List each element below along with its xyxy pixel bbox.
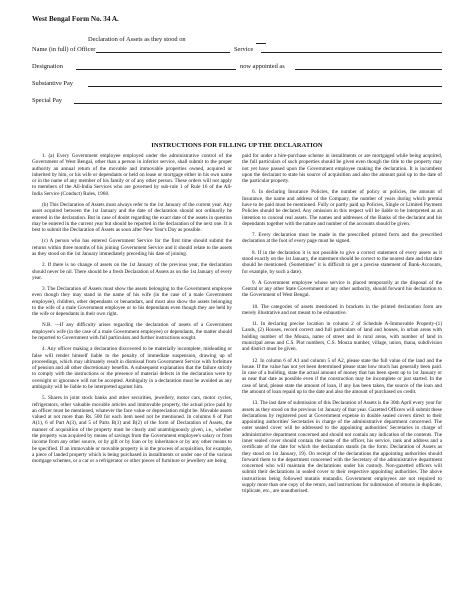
instruction-5-continued: paid for under a hire-purchase scheme in installments or are mortgaged while being acquired, the full particulars of such properties should be given even though the title to the property may not yet have passed upon the Government employee making the declaration. It is incumbent upon the declarant to state his source of acquisition and also the amount paid up to the date of the particular property. (242, 153, 442, 185)
instruction-13: 13. The last date of submission of this Declaration of Assets is the 30th April every year for assets as they stood on the previous 1st January of that year. Gazetted Officers will submit these declarations by registered post at Government expense in double sealed covers direct to their appointing authorities' Secretaries in charge of the administrative department concerned. The outer sealed cover will be addressed to the appointing authorities' Secretaries in charge of administrative department concerned and should not contain any indication of the contents. The inner sealed cover should contain the name of the officer, his service, rank and address and a certificate of the date for which the declaration stands (in the form: Declaration of Assets as they stood on 1st January, 19). On receipt of the declarations the appointing authorities should forward them to the department concerned with the Secretary of the administrative department concerned who will maintain the declarations under his custody. Non-gazetted officers will submit their declarations in sealed cover to their respective appointing authorities. The above instructions being followed mutatis mutandis. Government employees are not required to supply more than one copy of the return, and instructions for submission of returns in duplicate, triplicate, etc., are unauthorised. (242, 400, 442, 495)
instructions-left-column (32, 153, 232, 469)
name-service-row (32, 44, 442, 54)
instruction-1b: (b) This Declaration of Assets must always refer to the 1st January of the current year. Any asset acquired between the 1st January and the date of declaration should not ordinarily be entered in the declaration. But in case of doubt regarding the exact date of the assets in question may be entered in the current year but should be reported in the declaration of the next one. It is best to submit the Declaration of Assets as soon after New Year's Day as possible. (32, 201, 232, 234)
special-pay-label: Special Pay (32, 97, 62, 104)
instruction-11: 11. In declaring precise location in column 2 of Schedule A-Immovable Property-(1) Lands, (2) Houses, record correct and full particulars of land and houses, in urban areas with holding number of the Mouza, name of street and in rural areas, with number of land in municipal areas and C.S. Plot numbers, C.S. Mouza number, village, union, thana, subdivision and district must be given. (242, 321, 442, 353)
form-title: West Bengal Form No. 34 A. (32, 15, 119, 23)
substantive-pay-row (32, 78, 442, 88)
instructions-right-column (242, 153, 442, 500)
instruction-5: 5. Shares in joint stock banks and other securities, jewellery, motor cars, motor cycles, refrigerators, other valuable movable articles and immovable property, the actual price paid by an officer must be mentioned, whatever the face value or depreciation might be. Movable assets valued at not more than Rs. 500 for each item need not be mentioned. In columns 6 of Part A(1), 6 of Part A(3), and 5 of Parts B(1) and B(2) of the form of Declaration of Assets, the manner of acquisition of the property must be clearly and unambiguously given, i.e., whether the property was acquired by means of savings from the Government employee's salary or from income from any other source, or by gift or by loan or by inheritance or by any other means to be specified. If an immovable or movable property is in the process of acquisition, for example, a piece of landed property which is being purchased in installments or under one of the various mortgage schemes, or a car or a refrigerator or other pieces of furniture or jewellery are being (32, 395, 232, 465)
instruction-7: 7. Every declaration must be made in the prescribed printed form and the prescribed declaration at the foot of every page must be signed. (242, 232, 442, 245)
instruction-8: 8. If in the declaration it is not possible to give a correct statement of every assets as it stood exactly on the 1st January, the statement should be correct to the nearest date and that date should be mentioned. (Sometimes" it is difficult to get a precise statement of Bank-Accounts, for example, by such a date). (242, 249, 442, 275)
name-field-rule[interactable] (90, 52, 230, 53)
declaration-line: Declaration of Assets as they stood on (88, 36, 186, 43)
instruction-9: 9. A Government employee whose service is placed temporarily at the disposal of the Central or any other State Government or any other authority, should forward his declaration to the Government of West Bengal. (242, 279, 442, 299)
designation-row (32, 61, 442, 71)
appointed-field-rule[interactable] (295, 69, 442, 70)
instructions-title: INSTRUCTIONS FOR FILLING UP THE DECLARATION (151, 142, 323, 149)
instruction-1a: 1. (a) Every Government employee employed under the administrative control of the Government of West Bengal, other than a person in inferior service, shall submit to the proper authority an annual return of the movable and immovable properties owned, acquired or inherited by him, or his wife or dependants or held on lease or mortgage either in his own name or in the name of any member of his family or of any other person. These orders will not apply to members of the All-India Services who are governed by sub-rule 1 of Rule 16 of the All-India Service (Conduct) Rules, 1968. (32, 153, 232, 197)
designation-label: Designation (32, 63, 63, 70)
substantive-pay-field-rule[interactable] (88, 86, 442, 87)
designation-field-rule[interactable] (76, 69, 236, 70)
appointed-label: now appointed as (240, 63, 285, 70)
special-pay-field-rule[interactable] (74, 103, 442, 104)
service-label: Service (234, 46, 254, 53)
instruction-2: 2. If there is no change of assets on the 1st January of the previous year, the declaration should never be nil. There should be a fresh Declaration of Assets as on the 1st January of every year. (32, 262, 232, 281)
instruction-12: 12. In column 6 of A1 and column 5 of A2, please state the full value of the land and the house. If the value has not yet been determined please state how much has generally been paid. In case of a building, state the actual amount of money that has been spent up to 1st January or as near that date as possible even if the construction may be incomplete or just started. In the case of land, please state the amount of loan, if any has been taken, the source of the loan and the amount of loan repaid up to the date and also the amount of purchased on credit. (242, 357, 442, 395)
instruction-nb: N.B. —If any difficulty arises regarding the declaration of assets of a Government employee's wife (in the case of a male Government employee) or dependants, the matter should be reported to Government with full particulars and further instructions sought. (32, 322, 232, 342)
name-label: Name (in full) of Officer (32, 46, 96, 53)
special-pay-row (32, 95, 442, 105)
instruction-10: 10. The categories of assets mentioned in brackets in the printed declaration form are merely illustrative and not meant to be exhaustive. (242, 303, 442, 316)
service-field-rule[interactable] (261, 52, 442, 53)
instruction-1c: (c) A person who has entered Government Service for the first time should submit the returns within three months of his joining Government Service and it should relate to the assets as they stood on the 1st January immediately preceding his date of joining. (32, 238, 232, 257)
instruction-6: 6. In declaring Insurance Policies, the number of policy or policies, the amount of Insurance, the name and address of the Company, the number of years during which premia have to be paid must be mentioned. Fully or partly paid up Policies, Single or Limited Payment Policies should be declared. Any omission in this respect will be liable to be interpreted as an intention to conceal real assets. The names and addresses of the Banks of the declarant and his dependants together with the nature and number of the accounts should be given. (242, 189, 442, 227)
substantive-pay-label: Substantive Pay (32, 80, 74, 87)
instruction-4: 4. Any officer making a declaration discovered to be materially incomplete, misleading or false will render himself liable to the penalty of immediate suspension, drawing up of proceedings, which may ultimately result in dismissal from Government Service with forfeiture of pension and all other discretionary benefits. A subsequent explanation that the failure strictly to comply with the instructions or the presence of material defects in the declaration were by oversight or ignorance will not be accepted. Ambiguity in a declaration must be avoided as any ambiguity will be liable to be interpreted against him. (32, 346, 232, 390)
instruction-3: 3. The Declaration of Assets must show the assets belonging to the Government employee even though they may stand in the name of his wife (in the case of a male Government employee), children, other dependants or benamdars, and must also show the assets belonging to the wife of a male Government employee or to his dependants even though they are held by the wife or dependants in their own right. (32, 286, 232, 318)
